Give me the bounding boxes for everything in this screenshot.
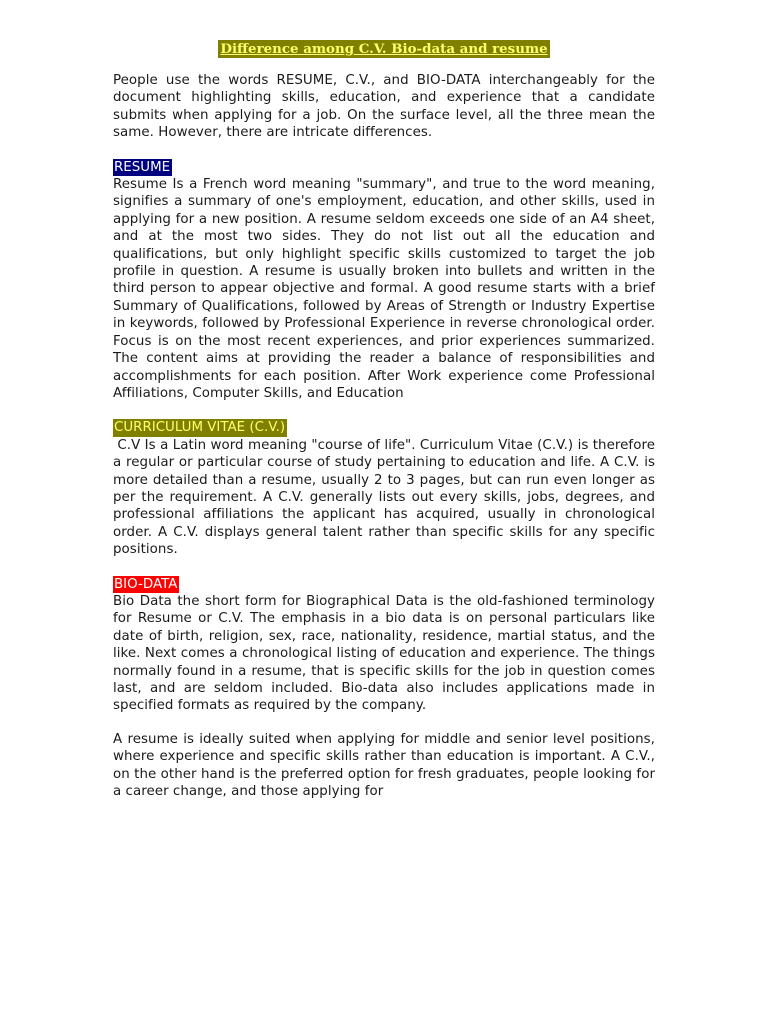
heading-biodata: BIO-DATA (114, 576, 178, 592)
cv-paragraph: C.V Is a Latin word meaning "course of life". Curriculum Vitae (C.V.) is therefore a regular or particular course of study pertaining to education and life. A C.V. is more detailed than a resume, usually 2 to 3 pages, but can run even longer as per the requirement. A C.V. generally lists out every skills, jobs, degrees, and professional affiliations the applicant has acquired, usually in chronological order. A C.V. displays general talent rather than specific skills for any specific positions. (113, 437, 655, 558)
heading-cv: CURRICULUM VITAE (C.V.) (114, 420, 286, 436)
document-page (113, 40, 655, 800)
biodata-paragraph: Bio Data the short form for Biographical Data is the old-fashioned terminology for Resume or C.V. The emphasis in a bio data is on personal particulars like date of birth, religion, sex, race, nationality, residence, martial status, and the like. Next comes a chronological listing of education and experience. The things normally found in a resume, that is specific skills for the job in question comes last, and are seldom included. Bio-data also includes applications made in specified formats as required by the company. (113, 593, 655, 714)
intro-paragraph: People use the words RESUME, C.V., and BIO-DATA interchangeably for the document highlighting skills, education, and experience that a candidate submits when applying for a job. On the surface level, all the three mean the same. However, there are intricate differences. (113, 73, 655, 141)
closing-section (113, 731, 655, 801)
closing-paragraph: A resume is ideally suited when applying for middle and senior level positions, where experience and specific skills rather than education is important. A C.V., on the other hand is the preferred option for fresh graduates, people looking for a career change, and those applying for (113, 731, 655, 800)
resume-paragraph: Resume Is a French word meaning "summary", and true to the word meaning, signifies a summary of one's employment, education, and other skills, used in applying for a new position. A resume seldom exceeds one side of an A4 sheet, and at the most two sides. They do not list out all the education and qualifications, but only highlight specific skills customized to target the job profile in question. A resume is usually broken into bullets and written in the third person to appear objective and formal. A good resume starts with a brief Summary of Qualifications, followed by Areas of Strength or Industry Expertise in keywords, followed by Professional Experience in reverse chronological order. Focus is on the most recent experiences, and prior experiences summarized. The content aims at providing the reader a balance of responsibilities and accomplishments for each position. After Work experience come Professional Affiliations, Computer Skills, and Education (113, 177, 655, 401)
section-cv (113, 418, 655, 558)
heading-resume: RESUME (114, 159, 171, 175)
document-title: Difference among C.V. Bio-data and resume (220, 41, 548, 57)
section-resume (113, 158, 655, 403)
title-wrapper (113, 40, 655, 58)
section-biodata (113, 575, 655, 715)
